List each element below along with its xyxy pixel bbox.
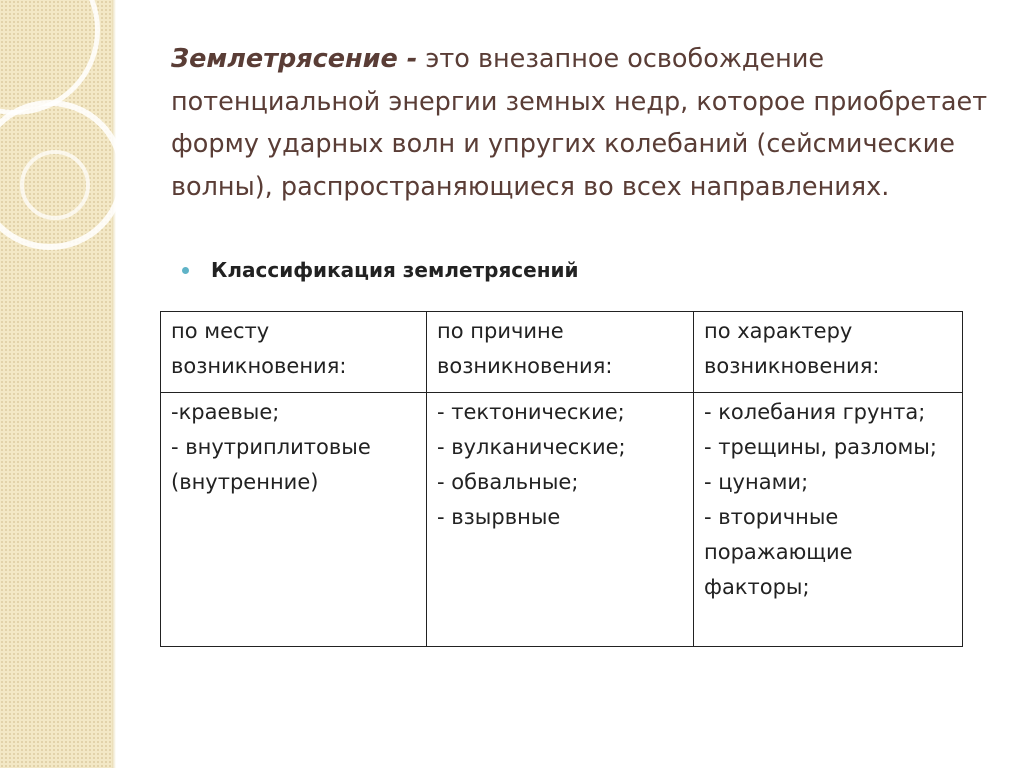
decorative-ring (20, 150, 90, 220)
definition-paragraph (171, 38, 991, 208)
table-header-row (161, 312, 963, 393)
table-cell-by-cause (427, 393, 694, 647)
table-cell-by-place (161, 393, 427, 647)
table-cell-line: - внутриплитовые (внутренние) (171, 435, 371, 494)
table-header-cell: по причине возникновения: (427, 312, 694, 393)
side-band-edge (112, 0, 116, 768)
table-cell-line: - тектонические; (437, 400, 625, 424)
definition-term: Землетрясение - (171, 44, 418, 74)
classification-table (160, 311, 963, 647)
table-cell-line: -краевые; (171, 400, 280, 424)
table-cell-line: - вторичные поражающие факторы; (704, 505, 853, 599)
definition-text: это внезапное освобождение потенциальной энергии земных недр, которое приобретает форму ударных волн и упругих колебаний (сейсмические волны), распространяющиеся во всех направлениях. (171, 44, 988, 202)
bullet-item (182, 258, 579, 282)
bullet-dot-icon (182, 267, 189, 274)
bullet-text: Классификация землетрясений (211, 258, 579, 282)
table-header-cell: по характеру возникновения: (694, 312, 963, 393)
table-cell-line: - цунами; (704, 470, 809, 494)
table-cell-line: - трещины, разломы; (704, 435, 937, 459)
table-cell-line: - вулканические; (437, 435, 626, 459)
table-cell-line: - обвальные; (437, 470, 579, 494)
table-header-cell: по месту возникновения: (161, 312, 427, 393)
table-cell-line: - взырвные (437, 505, 561, 529)
table-cell-by-character (694, 393, 963, 647)
table-cell-line: - колебания грунта; (704, 400, 926, 424)
table-row (161, 393, 963, 647)
